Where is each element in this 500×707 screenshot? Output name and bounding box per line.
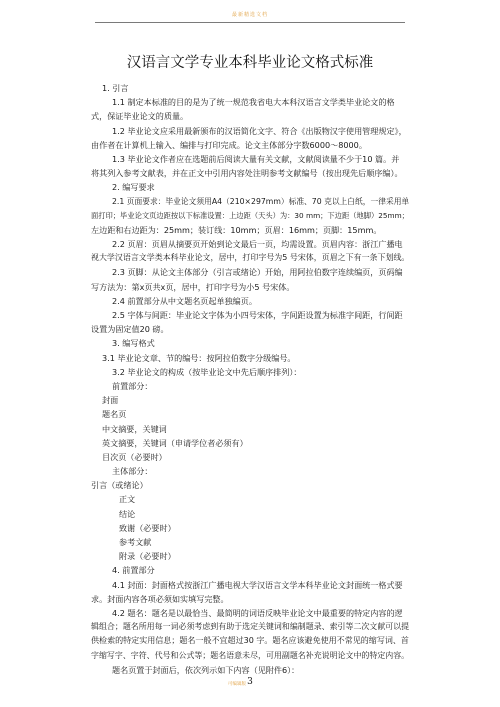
body-line: 1.1 制定本标准的目的是为了统一规范我省电大本科汉语言文学类毕业论文的格 xyxy=(112,97,395,108)
body-line: 2.5 字体与间距：毕业论文字体为小四号宋体，字间距设置为标准字间距，行间距 xyxy=(112,310,403,320)
document-title: 汉语言文学专业本科毕业论文格式标准 xyxy=(126,55,374,71)
body-line: 由作者在计算机上输入、编排与打印完成。论文主体部分字数6000～8000。 xyxy=(91,139,367,150)
body-line: 视大学汉语言文学类本科毕业论文，居中，打印字号为5 号宋体，页眉之下有一条下划线。 xyxy=(91,253,410,263)
page-number: 3 xyxy=(247,677,253,687)
body-line: 2. 编写要求 xyxy=(112,182,155,193)
body-line: 2.1 页面要求：毕业论文须用A4（210×297mm）标准、70 克以上白纸，一律采用单 xyxy=(112,196,410,206)
body-line: 目次页（必要时） xyxy=(102,451,167,462)
header-rule xyxy=(95,22,405,23)
body-line: 前置部分： xyxy=(112,380,153,391)
body-line: 题名页 xyxy=(102,409,127,420)
footer-label-text: 可编辑版 xyxy=(228,682,246,687)
body-line: 3.1 毕业论文章、节的编号：按阿拉伯数字分级编号。 xyxy=(102,352,296,363)
body-line: 1. 引言 xyxy=(102,83,129,93)
body-line: 封面 xyxy=(102,395,119,406)
body-line: 左边距和右边距为：25mm；装订线：10mm；页眉：16mm；页脚：15mm。 xyxy=(91,224,382,235)
body-line: 2.3 页脚：从论文主体部分（引言或绪论）开始，用阿拉伯数字连续编页，页码编 xyxy=(112,267,403,278)
page-header-label: 最新精选文档 xyxy=(231,12,268,18)
body-line: 结论 xyxy=(119,508,136,519)
body-line: 辑组合；题名所用每一词必须考虑到有助于选定关键词和编制题录、索引等二次文献可以提 xyxy=(91,622,410,632)
body-line: 式，保证毕业论文的质量。 xyxy=(91,111,189,122)
body-line: 3. 编写格式 xyxy=(112,338,155,349)
page-footer-label xyxy=(0,681,500,687)
body-line: 附录（必要时） xyxy=(119,551,176,562)
body-line: 面打印；毕业论文页边距按以下标准设置：上边距（天头）为：30 mm；下边距（地脚）25mm； xyxy=(91,210,409,220)
body-line: 致谢（必要时） xyxy=(119,522,176,533)
body-line: 供检索的特定实用信息；题名一般不宜超过30 字。题名应该避免使用不常见的缩写词、首 xyxy=(91,636,409,646)
body-line: 写方法为：第x页共x页，居中，打印字号为小5 号宋体。 xyxy=(91,281,295,292)
body-line: 设置为固定值20 磅。 xyxy=(91,324,169,335)
body-line: 2.4 前置部分从中文题名页起单独编页。 xyxy=(112,295,257,306)
body-line: 引言（或绪论） xyxy=(91,480,148,491)
body-line: 英文摘要，关键词（申请学位者必须有） xyxy=(102,437,248,448)
body-line: 将其列入参考文献表，并在正文中引用内容处注明参考文献编号（按出现先后顺序编）。 xyxy=(91,168,403,179)
body-line: 中文摘要，关键词 xyxy=(102,423,167,434)
body-line: 求。封面内容各项必须如实填写完整。 xyxy=(91,593,229,604)
document-body xyxy=(91,81,411,677)
body-line: 字缩写字、字符、代号和公式等；题名语意未尽，可用副题名补充说明论文中的特定内容。 xyxy=(91,650,410,660)
body-line: 正文 xyxy=(119,494,136,505)
body-line: 3.2 毕业论文的构成（按毕业论文中先后顺序排列）： xyxy=(112,366,302,377)
body-line: 2.2 页眉：页眉从摘要页开始到论文最后一页，均需设置。页眉内容：浙江广播电 xyxy=(112,239,403,250)
body-line: 参考文献 xyxy=(119,537,152,547)
body-line: 1.3 毕业论文作者应在选题前后阅读大量有关文献，文献阅读量不少于10 篇。并 xyxy=(112,153,400,164)
body-line: 4.1 封面：封面格式按浙江广播电视大学汉语言文学本科毕业论文封面统一格式要 xyxy=(112,579,403,590)
body-line: 4. 前置部分 xyxy=(112,565,155,576)
body-line: 题名页置于封面后，依次列示如下内容（见附件6）： xyxy=(112,664,300,675)
body-line: 4.2 题名：题名是以最恰当、最简明的词语反映毕业论文中最重要的特定内容的逻 xyxy=(112,607,403,618)
body-line: 主体部分： xyxy=(112,466,153,477)
body-line: 1.2 毕业论文应采用最新颁布的汉语简化文字、符合《出版物汉字使用管理规定》， xyxy=(112,125,407,136)
